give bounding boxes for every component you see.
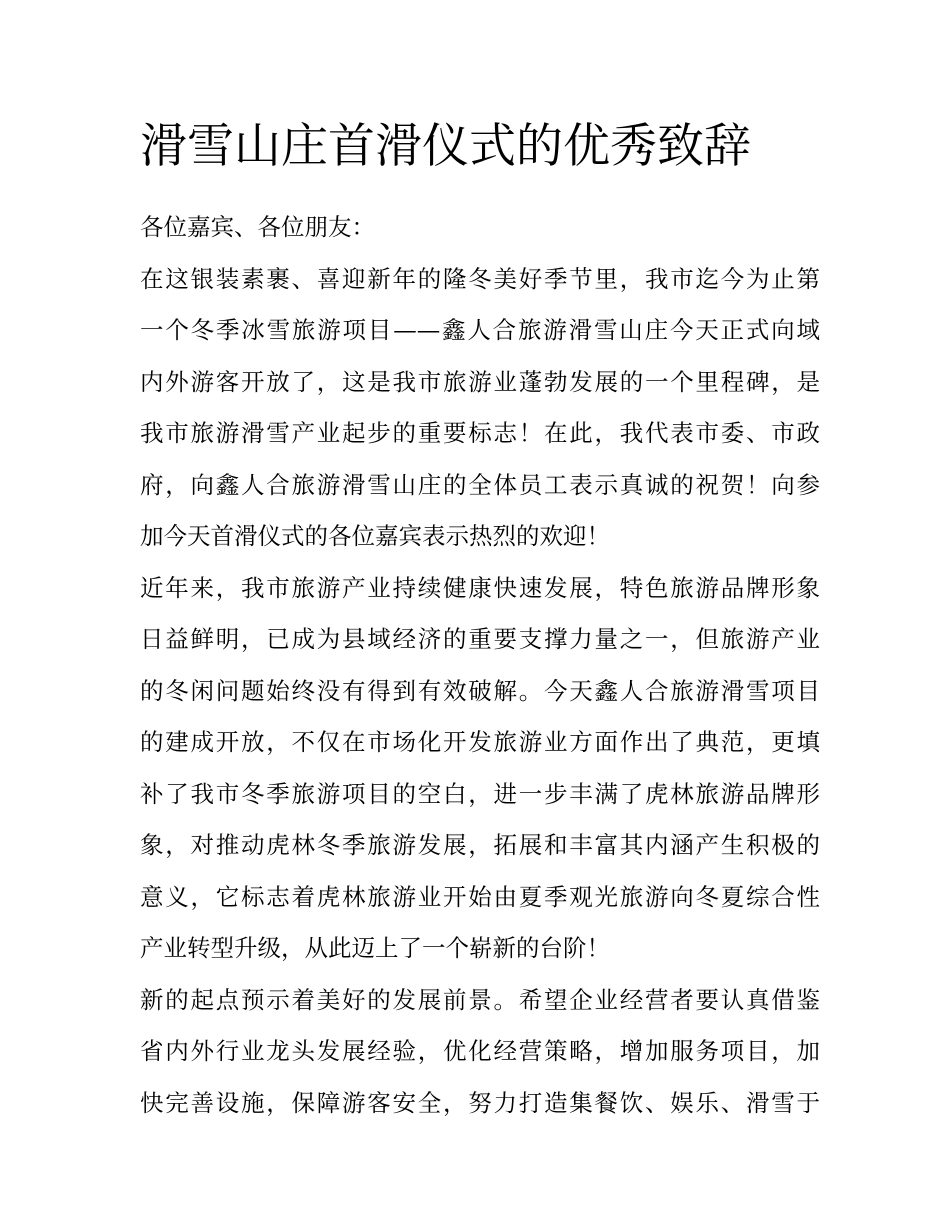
text-line: 省内外行业龙头发展经验，优化经营策略，增加服务项目，加: [140, 1037, 820, 1065]
text-line: 府，向鑫人合旅游滑雪山庄的全体员工表示真诚的祝贺！向参: [140, 470, 820, 499]
text-line: 一个冬季冰雪旅游项目——鑫人合旅游滑雪山庄今天正式向域: [140, 316, 820, 344]
document-title: 滑雪山庄首滑仪式的优秀致辞: [140, 119, 751, 174]
text-line: 近年来，我市旅游产业持续健康快速发展，特色旅游品牌形象: [140, 573, 820, 602]
text-line: 补了我市冬季旅游项目的空白，进一步丰满了虎林旅游品牌形: [140, 779, 820, 808]
text-line: 意义，它标志着虎林旅游业开始由夏季观光旅游向冬夏综合性: [140, 882, 820, 911]
text-line: 的冬闲问题始终没有得到有效破解。今天鑫人合旅游滑雪项目: [140, 676, 820, 705]
text-line: 快完善设施，保障游客安全，努力打造集餐饮、娱乐、滑雪于: [140, 1088, 820, 1117]
text-line: 象，对推动虎林冬季旅游发展，拓展和丰富其内涵产生积极的: [140, 831, 820, 859]
text-line: 产业转型升级，从此迈上了一个崭新的台阶！: [140, 934, 610, 962]
document-body: [140, 202, 820, 1129]
text-line: 各位嘉宾、各位朋友：: [140, 213, 375, 241]
text-line: 新的起点预示着美好的发展前景。希望企业经营者要认真借鉴: [140, 985, 820, 1014]
text-line: 加今天首滑仪式的各位嘉宾表示热烈的欢迎！: [140, 522, 610, 550]
text-line: 在这银装素裹、喜迎新年的隆冬美好季节里，我市迄今为止第: [140, 264, 820, 293]
text-line: 我市旅游滑雪产业起步的重要标志！在此，我代表市委、市政: [140, 419, 820, 447]
text-line: 内外游客开放了，这是我市旅游业蓬勃发展的一个里程碑，是: [140, 367, 820, 396]
text-line: 的建成开放，不仅在市场化开发旅游业方面作出了典范，更填: [140, 728, 820, 756]
text-line: 日益鲜明，已成为县域经济的重要支撑力量之一，但旅游产业: [140, 625, 820, 653]
